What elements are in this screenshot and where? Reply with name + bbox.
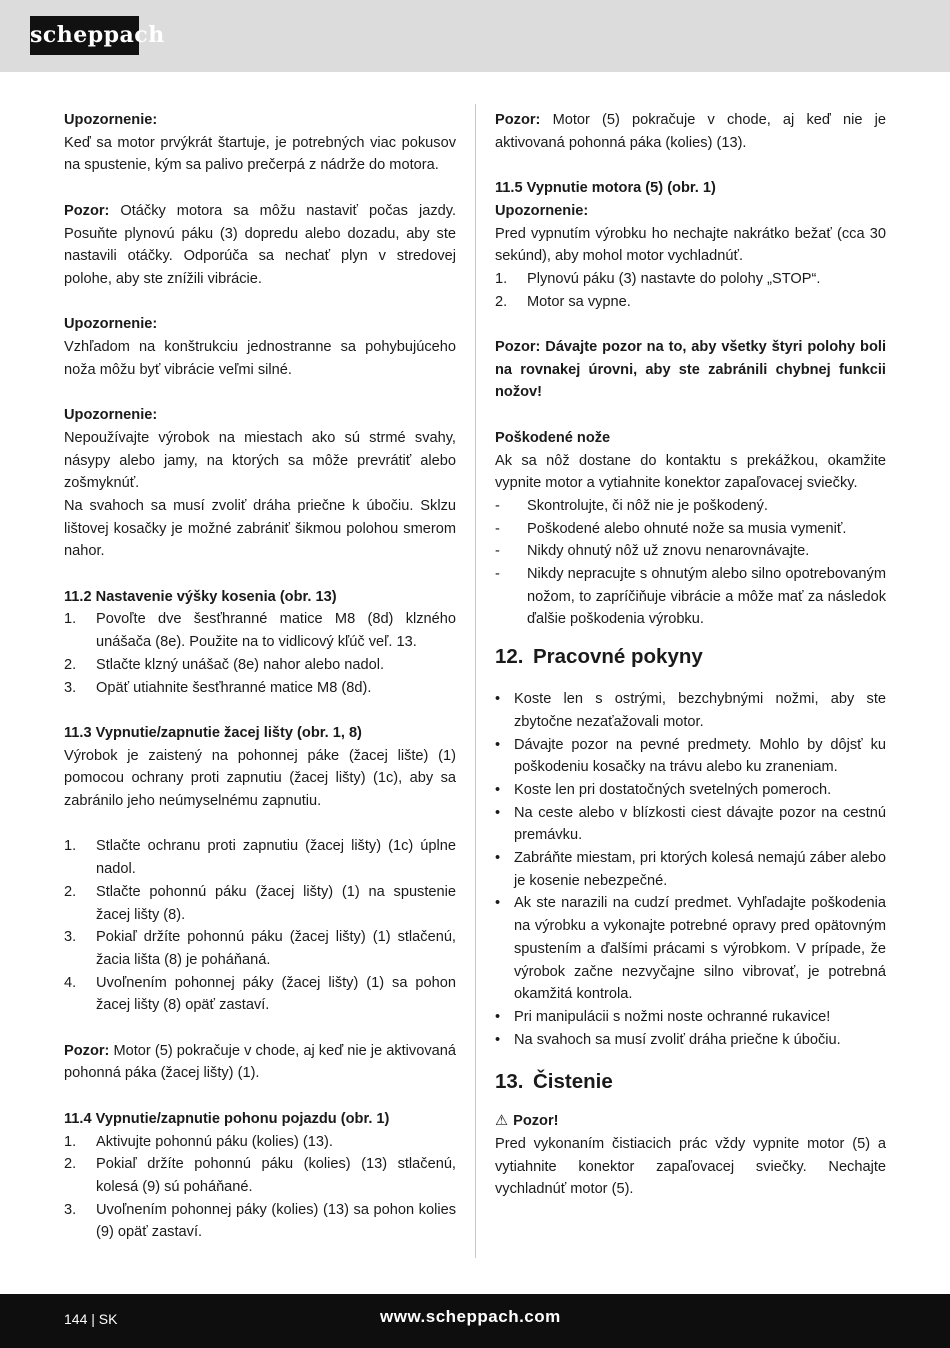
note-title: Upozornenie: bbox=[64, 316, 158, 333]
note-text: Na svahoch sa musí zvoliť dráha priečne k úbočiu. Sklzu lištovej kosačky je možné zabrániť šikmou polohou smerom nahor. bbox=[64, 497, 456, 560]
list-item: 1. Plynovú páku (3) nastavte do polohy „STOP“. bbox=[495, 270, 821, 287]
note-text: Keď sa motor prvýkrát štartuje, je potrebných viac pokusov na spustenie, kým sa palivo prečerpá z nádrže do motora. bbox=[64, 134, 456, 174]
list-item: • Dávajte pozor na pevné predmety. Mohlo by dôjsť ku poškodeniu kosačky na trávu alebo ku zraneniam. bbox=[495, 736, 886, 776]
list-item: 2. Pokiaľ držíte pohonnú páku (kolies) (13) stlačenú, kolesá (9) sú poháňané. bbox=[64, 1156, 456, 1195]
page-number: 144 | SK bbox=[64, 1311, 118, 1327]
warning-triangle-icon: ⚠ bbox=[495, 1113, 509, 1130]
list-item: - Nikdy nepracujte s ohnutým alebo silno opotrebovaným nožom, to zapríčiňuje vibrácie a môže mať za následok ďalšie poškodenia výrobku. bbox=[495, 566, 886, 628]
chapter-heading: 13. Čistenie bbox=[495, 1070, 613, 1094]
scheppach-logo: scheppach bbox=[30, 16, 139, 55]
left-column bbox=[64, 109, 456, 1244]
caution-text: Motor (5) pokračuje v chode, aj keď nie je aktivovaná pohonná páka (kolies) (13). bbox=[495, 112, 886, 151]
list-item: 1. Povoľte dve šesťhranné matice M8 (8d) klzného unášača (8e). Použite na to vidlicový kľúč veľ. 13. bbox=[64, 611, 456, 651]
list-item: • Pri manipulácii s nožmi noste ochranné rukavice! bbox=[495, 1008, 831, 1025]
caution-label: Pozor: bbox=[495, 112, 541, 128]
list-item: - Skontrolujte, či nôž nie je poškodený. bbox=[495, 497, 768, 514]
warning-title: ⚠ Pozor! bbox=[495, 1110, 886, 1133]
section-text: Výrobok je zaistený na pohonnej páke (žacej lište) (1) pomocou ochrany proti zapnutiu (žacej lišty) (1c), aby sa zabránilo jeho neúmyselnému zapnutiu. bbox=[64, 747, 456, 810]
list-item: 4. Uvoľnením pohonnej páky (žacej lišty) (1) sa pohon žacej lišty (8) opäť zastaví. bbox=[64, 974, 456, 1014]
note-text: Nepoužívajte výrobok na miestach ako sú strmé svahy, násypy alebo jamy, na ktorých sa môže prevrátiť alebo zošmyknúť. bbox=[64, 429, 456, 492]
column-divider bbox=[475, 104, 476, 1258]
caution-text: Otáčky motora sa môžu nastaviť počas jazdy. Posuňte plynovú páku (3) dopredu alebo dozadu, aby ste nastavili otáčky. Odporúča sa nechať plyn v stredovej polohe, aby ste znížili vibrácie. bbox=[64, 202, 456, 287]
website-url: www.scheppach.com bbox=[380, 1307, 561, 1326]
list-item: 1. Aktivujte pohonnú páku (kolies) (13). bbox=[64, 1133, 333, 1150]
caution-paragraph bbox=[64, 1040, 456, 1085]
note-text: Pred vypnutím výrobku ho nechajte nakrátko bežať (cca 30 sekúnd), aby mohol motor vychladnúť. bbox=[495, 225, 886, 265]
section-title: 11.2 Nastavenie výšky kosenia (obr. 13) bbox=[64, 588, 337, 605]
note-text: Vzhľadom na konštrukciu jednostranne sa pohybujúceho noža môžu byť vibrácie veľmi silné. bbox=[64, 339, 456, 378]
header-band bbox=[0, 0, 950, 72]
footer-band bbox=[0, 1294, 950, 1348]
list-item: • Zabráňte miestam, pri ktorých kolesá nemajú záber alebo je kosenie nebezpečné. bbox=[495, 850, 886, 889]
note-title: Upozornenie: bbox=[64, 407, 158, 424]
section-title: 11.5 Vypnutie motora (5) (obr. 1) bbox=[495, 180, 716, 197]
right-column bbox=[495, 109, 886, 1201]
section-title: Poškodené nože bbox=[495, 429, 611, 446]
warning-text: Pred vykonaním čistiacich prác vždy vypnite motor (5) a vytiahnite konektor zapaľovacej sviečky. Nechajte vychladnúť motor (5). bbox=[495, 1136, 886, 1198]
section-text: Ak sa nôž dostane do kontaktu s prekážkou, okamžite vypnite motor a vytiahnite konektor zapaľovacej sviečky. bbox=[495, 452, 886, 492]
list-item: - Poškodené alebo ohnuté nože sa musia vymeniť. bbox=[495, 520, 847, 537]
chapter-heading: 12. Pracovné pokyny bbox=[495, 645, 703, 669]
caution-label: Pozor: bbox=[64, 1042, 110, 1059]
note-title: Upozornenie: bbox=[64, 112, 158, 128]
list-item: 2. Stlačte klzný unášač (8e) nahor alebo nadol. bbox=[64, 656, 384, 673]
list-item: • Koste len pri dostatočných svetelných pomeroch. bbox=[495, 781, 832, 798]
note-title: Upozornenie: bbox=[495, 202, 589, 219]
list-item: 2. Motor sa vypne. bbox=[495, 293, 631, 310]
list-item: - Nikdy ohnutý nôž už znovu nenarovnávajte. bbox=[495, 543, 810, 560]
caution-bold-paragraph: Pozor: Dávajte pozor na to, aby všetky štyri polohy boli na rovnakej úrovni, aby ste zabránili chybnej funkcii nožov! bbox=[495, 339, 886, 401]
list-item: 3. Opäť utiahnite šesťhranné matice M8 (8d). bbox=[64, 679, 372, 696]
list-item: • Na ceste alebo v blízkosti ciest dávajte pozor na cestnú premávku. bbox=[495, 804, 886, 844]
list-item: 3. Pokiaľ držíte pohonnú páku (žacej lišty) (1) stlačenú, žacia lišta (8) je poháňaná. bbox=[64, 929, 456, 968]
section-title: 11.4 Vypnutie/zapnutie pohonu pojazdu (obr. 1) bbox=[64, 1110, 390, 1127]
caution-paragraph bbox=[495, 109, 886, 154]
caution-paragraph bbox=[64, 200, 456, 291]
list-item: 3. Uvoľnením pohonnej páky (kolies) (13) sa pohon kolies (9) opäť zastaví. bbox=[64, 1201, 456, 1241]
list-item: 2. Stlačte pohonnú páku (žacej lišty) (1) na spustenie žacej lišty (8). bbox=[64, 883, 456, 923]
list-item: 1. Stlačte ochranu proti zapnutiu (žacej lišty) (1c) úplne nadol. bbox=[64, 838, 456, 878]
list-item: • Ak ste narazili na cudzí predmet. Vyhľadajte poškodenia na výrobku a vykonajte potrebné opravy pred opätovným spustením a ďalšími prácami s výrobkom. V prípade, že výrobok začne nezvyčajne silno vibrovať, je potrebná okamžitá kontrola. bbox=[495, 895, 886, 1003]
list-item: • Na svahoch sa musí zvoliť dráha priečne k úbočiu. bbox=[495, 1031, 841, 1048]
list-item: • Koste len s ostrými, bezchybnými nožmi, aby ste zbytočne nezaťažovali motor. bbox=[495, 691, 886, 730]
caution-text: Motor (5) pokračuje v chode, aj keď nie je aktivovaná pohonná páka (žacej lišty) (1). bbox=[64, 1042, 456, 1082]
caution-label: Pozor: bbox=[64, 202, 110, 219]
section-title: 11.3 Vypnutie/zapnutie žacej lišty (obr. 1, 8) bbox=[64, 724, 362, 741]
